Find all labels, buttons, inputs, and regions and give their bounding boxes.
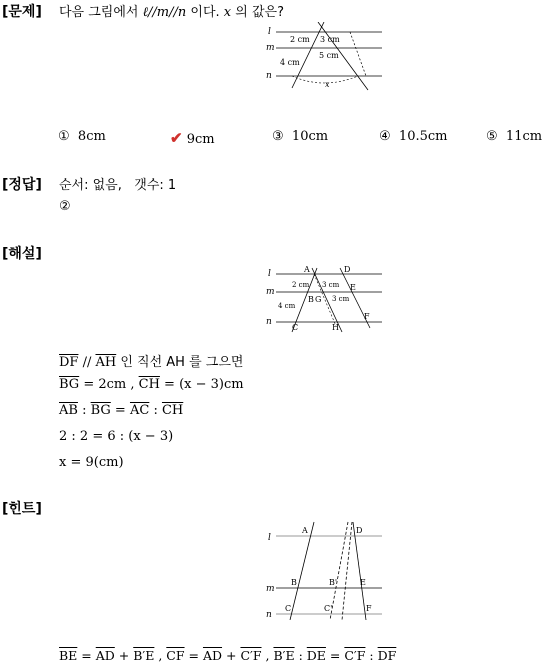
seg-BpE: B′E [273,648,295,663]
seg-DE: $\overline{DE}$ [306,648,326,663]
option-text: 10cm [291,129,329,144]
option-1[interactable] [58,129,106,144]
seg-AD: $\overline{AD}$ [95,648,115,663]
line-2-rest: = (x − 3)cm [159,377,244,392]
seg-AC: $\overline{AC}$ [129,403,150,418]
point-F: F [366,604,372,613]
seg-CH: $\overline{CH}$ [161,403,184,418]
fig-seg-2cm: 2 cm [290,35,310,44]
answer-value: ② [59,199,71,214]
line-2-mid: = 2cm , [79,377,139,392]
fig-seg-2cm: 2 cm [292,281,310,289]
point-B: B [291,578,297,587]
point-D: D [344,265,351,274]
fig-label-n: n [266,610,272,620]
fig-seg-x: x [325,80,330,89]
seg-DF: $\overline{DF}$ [59,355,79,370]
option-text: 10.5cm [398,129,448,144]
seg-CH: $\overline{CH}$ [138,377,160,392]
seg-AB: $\overline{AB}$ [59,403,78,418]
parallel-sign: // [78,355,96,370]
question-suffix: 의 값은? [235,5,284,20]
explanation-line-2 [59,377,244,392]
fig-seg-3cm: 3 cm [320,35,340,44]
option-text: 11cm [505,129,543,144]
seg-CpF: C′F [240,648,262,663]
fig-label-m: m [266,584,275,594]
point-A: A [304,265,310,274]
option-marker: ③ [272,129,284,144]
seg-BG: $\overline{BG}$ [59,377,80,392]
question-lines: ℓ//m//n [142,5,187,20]
fig-label-l: l [268,533,271,543]
option-2[interactable] [170,129,215,147]
explanation-line-1 [59,351,243,370]
option-marker: ④ [379,129,391,144]
seg-DF: $\overline{DF}$ [377,648,397,663]
explanation-line-3: $\overline{AB}$ : $\overline{BG} = \overline{AC}$ : $\overline{CH}$ [59,403,184,418]
fig-label-n: n [266,71,272,81]
dashed-line-2 [330,522,348,620]
option-5[interactable] [486,129,542,144]
point-E: E [360,578,366,587]
explanation-line-5: x = 9(cm) [59,455,124,470]
fig-seg-4cm: 4 cm [280,58,300,67]
fig-seg-3cm-2: 3 cm [332,295,350,303]
transversal-right [353,522,366,620]
option-marker: ⑤ [486,129,498,144]
answer-label: [정답] [2,177,42,193]
seg-CpF: C′F [344,648,366,663]
fig-label-l: l [268,27,271,37]
point-C-prime: C' [324,604,333,613]
option-marker: ① [58,129,70,144]
question-prefix: 다음 그림에서 [59,5,139,20]
fig-seg-5cm: 5 cm [319,51,339,60]
transversal-left [290,522,314,620]
hint-formula: $\overline{BE} = \overline{AD} + B'E$ , $\overline{CF} = \overline{AD} + C'F$ , B′E : $\overline{DE} = C'F$ : $\overline{DF}$ [59,648,397,663]
question-var: x [223,5,232,20]
point-H: H [332,323,339,332]
point-A: A [302,526,308,535]
answer-meta: 순서: 없음, 갯수: 1 [59,178,177,193]
hint-figure [262,518,392,620]
option-text: 9cm [186,132,215,147]
fig-seg-4cm: 4 cm [278,302,296,310]
seg-AD: $\overline{AD}$ [202,648,223,663]
line-1-rest: 인 직선 AH 를 그으면 [116,355,244,370]
problem-figure [262,22,392,92]
point-B: B [308,295,314,304]
question-middle: 이다. [190,5,220,20]
fig-label-m: m [266,43,275,53]
seg-CF: $\overline{CF}$ [166,648,185,663]
option-text: 8cm [77,129,106,144]
point-G: G [315,295,322,304]
seg-BG: $\overline{BG}$ [90,403,111,418]
fig-label-m: m [266,287,275,297]
explanation-line-4: 2 : 2 = 6 : (x − 3) [59,429,174,444]
fig-label-l: l [268,269,271,279]
seg-BpE: B′E [133,648,155,663]
seg-BE: $\overline{BE}$ [59,648,78,663]
check-icon: ✔ [170,129,183,147]
point-C: C [285,604,292,613]
question-text [59,1,284,20]
fig-label-n: n [266,317,272,327]
point-F: F [364,312,370,321]
point-D: D [356,526,363,535]
hint-label: [힌트] [2,501,42,517]
option-3[interactable] [272,129,328,144]
explanation-label: [해설] [2,246,42,262]
problem-label: [문제] [2,4,42,20]
option-4[interactable] [379,129,447,144]
point-E: E [350,283,356,292]
point-C: C [292,323,299,332]
seg-AH: $\overline{AH}$ [95,355,117,370]
explanation-figure [262,262,392,334]
dashed-line-1 [342,522,352,620]
fig-seg-3cm: 3 cm [322,281,340,289]
point-B-prime: B' [329,578,338,587]
